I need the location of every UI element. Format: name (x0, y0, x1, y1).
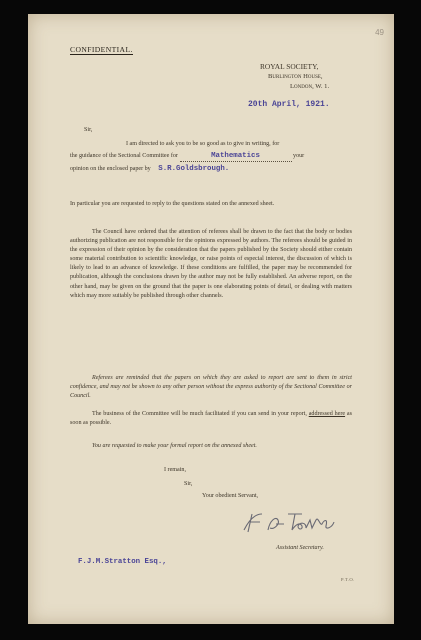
signatory-title: Assistant Secretary. (276, 545, 324, 551)
request-line-3 (70, 165, 352, 174)
addressed-here-underlined: addressed here (308, 411, 346, 417)
request-text: the guidance of the Sectional Committee for (70, 153, 178, 160)
salutation: Sir, (84, 127, 93, 133)
closing-servant: Your obedient Servant, (202, 493, 259, 499)
request-line-2 (70, 152, 352, 162)
request-opinion: opinion on the enclosed paper by (70, 166, 151, 173)
paragraph-questions: In particular you are requested to reply to the questions stated on the annexed sheet. (70, 201, 275, 207)
paragraph-business: The business of the Committee will be much facilitated if you can send in your report, addressed here as soon as possible. (70, 411, 352, 427)
please-turn-over: P.T.O. (341, 577, 355, 582)
letter-date: 20th April, 1921. (248, 100, 330, 109)
archive-pencil-mark: 49 (375, 28, 384, 37)
paragraph-formal-report: You are requested to make your formal report on the annexed sheet. (92, 443, 257, 449)
closing-sir: Sir, (184, 481, 193, 487)
committee-field: Mathematics (180, 152, 292, 162)
addressee: F.J.M.Stratton Esq., (78, 558, 167, 566)
author-field: S.R.Goldsbrough. (158, 165, 230, 174)
address-house: Burlington House, (268, 73, 323, 80)
paragraph-request (70, 140, 352, 174)
handwritten-signature (240, 506, 340, 540)
paragraph-council: The Council have ordered that the attention of referees shall be drawn to the fact that the body or bodies authorizing publication are not responsible for the opinions expressed by authors. The referees should be guided in the expression of their opinion by the consideration that the papers published by the Society should either contain some material contribution to scientific knowledge, or raise points of especial interest, the discussion of which is likely to lead to an advance of knowledge. If these conditions are fulfilled, the paper may be recommended for publication, although the conclusions drawn by the author may not be fully established. An adverse report, on the other hand, may be given on the ground that the paper is one elaborating points of detail, or dealing with matters which may more suitably be published through other channels. (70, 229, 352, 299)
request-your: your (293, 153, 305, 160)
paragraph-confidence: Referees are reminded that the papers on which they are asked to report are sent to them in strict confidence, and may not be shown to any other person without the express authority of the Sectional Committee or Council. (70, 375, 352, 400)
request-line-1: I am directed to ask you to be so good as to give in writing, for (126, 141, 280, 147)
closing-remain: I remain, (164, 467, 186, 473)
address-city: London, W. 1. (290, 83, 330, 90)
address-society: ROYAL SOCIETY, (260, 62, 319, 71)
letter-sheet (28, 14, 394, 624)
confidential-heading: CONFIDENTIAL. (70, 45, 133, 54)
